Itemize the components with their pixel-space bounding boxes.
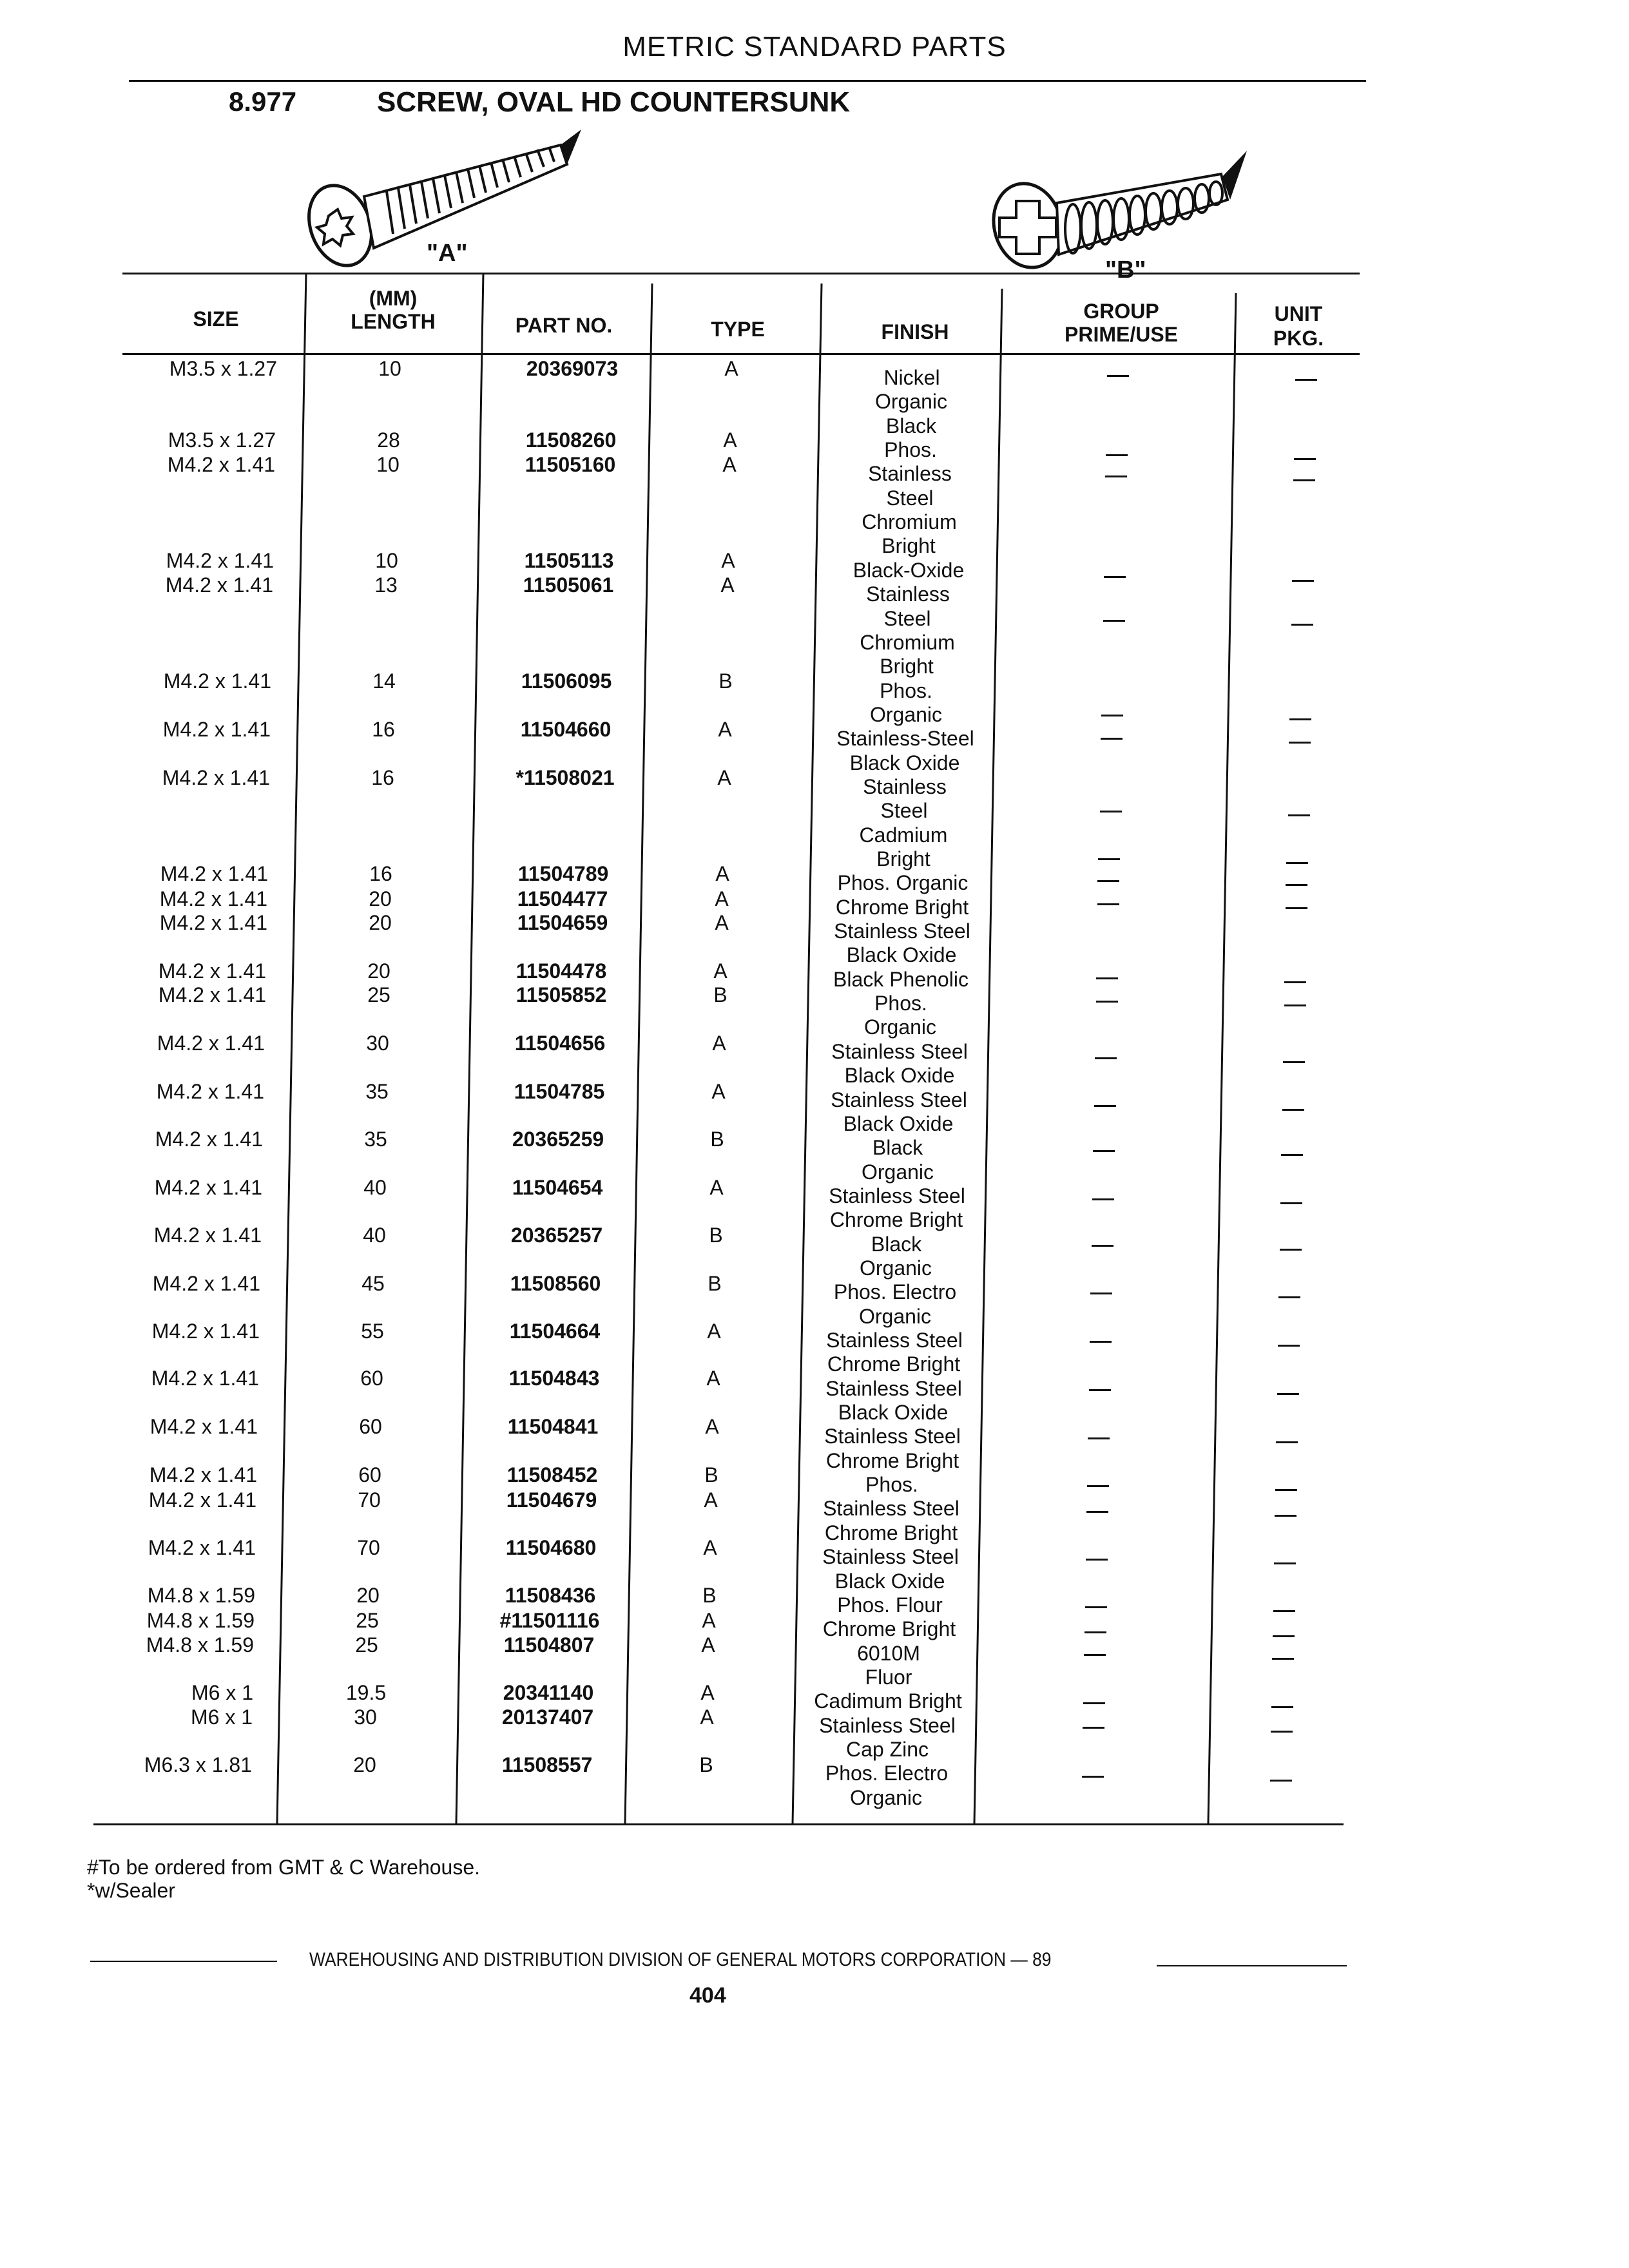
cell-finish-line: Black Oxide (838, 1401, 949, 1425)
cell-finish-line: Phos. Organic (837, 871, 969, 895)
cell-finish-line: Black (871, 1232, 922, 1256)
cell-part-no: #11501116 (499, 1609, 600, 1632)
cell-type: A (722, 453, 737, 476)
cell-size: M3.5 x 1.27 (169, 357, 277, 380)
unit-dash (1273, 1635, 1295, 1637)
cell-type: A (700, 1706, 714, 1729)
cell-finish-line: Stainless Steel (829, 1184, 965, 1207)
cell-length: 25 (355, 1633, 378, 1657)
cell-size: M4.8 x 1.59 (147, 1584, 255, 1607)
group-dash (1090, 1293, 1112, 1294)
cell-type: A (724, 357, 738, 380)
cell-length: 60 (358, 1463, 381, 1486)
cell-size: M4.2 x 1.41 (162, 766, 270, 789)
cell-size: M4.2 x 1.41 (166, 549, 274, 572)
cell-type: B (702, 1584, 717, 1607)
group-dash (1094, 1105, 1116, 1107)
cell-finish-line: Phos. (880, 678, 932, 702)
unit-dash (1275, 1515, 1296, 1517)
cell-finish-line: Bright (882, 534, 936, 558)
cell-size: M4.2 x 1.41 (160, 862, 268, 885)
cell-length: 14 (372, 669, 396, 693)
cell-length: 10 (375, 549, 398, 572)
header-unit: UNIT (1274, 302, 1323, 325)
cell-finish-line: Chromium (860, 630, 955, 654)
cell-finish-line: Black (885, 414, 937, 437)
cell-length: 20 (367, 959, 390, 983)
cell-type: B (713, 983, 728, 1006)
cell-type: A (718, 718, 732, 741)
group-dash (1084, 1654, 1106, 1656)
cell-finish-line: Cadmium (859, 823, 948, 847)
unit-dash (1283, 1061, 1305, 1063)
header-prime-use: PRIME/USE (1064, 323, 1179, 346)
cell-length: 20 (369, 887, 392, 910)
cell-part-no: 11505061 (523, 573, 614, 597)
cell-finish-line: Stainless Steel (824, 1425, 961, 1448)
cell-finish-line: Fluor (865, 1665, 912, 1689)
cell-length: 16 (372, 718, 395, 741)
cell-part-no: *11508021 (516, 766, 615, 789)
cell-finish-line: Steel (886, 486, 934, 510)
figure-a-label: "A" (427, 240, 468, 267)
unit-dash (1277, 1393, 1299, 1395)
group-dash (1084, 1631, 1106, 1633)
cell-type: A (715, 911, 729, 934)
footnote-hash: #To be ordered from GMT & C Warehouse. (87, 1856, 481, 1879)
footer-text: WAREHOUSING AND DISTRIBUTION DIVISION OF GENERAL MOTORS CORPORATION — 89 (309, 1949, 1052, 1970)
cell-size: M4.2 x 1.41 (158, 983, 266, 1006)
cell-finish-line: Chrome Bright (835, 895, 969, 919)
header-length: LENGTH (351, 310, 436, 333)
cell-length: 16 (369, 862, 392, 885)
cell-part-no: 11508557 (501, 1753, 593, 1776)
group-dash (1086, 1559, 1108, 1561)
group-dash (1101, 738, 1123, 740)
cell-finish-line: 6010M (857, 1641, 920, 1665)
cell-finish-line: Black Oxide (844, 1064, 955, 1088)
cell-type: A (713, 959, 728, 983)
cell-finish-line: Black Oxide (843, 1111, 954, 1135)
cell-length: 40 (363, 1224, 386, 1247)
unit-dash (1278, 1296, 1300, 1298)
group-dash (1086, 1511, 1108, 1513)
cell-size: M6 x 1 (191, 1681, 253, 1704)
group-dash (1096, 977, 1118, 979)
cell-size: M4.2 x 1.41 (157, 1032, 265, 1055)
cell-part-no: 11504807 (503, 1633, 595, 1657)
cell-type: A (703, 1536, 717, 1559)
cell-size: M4.2 x 1.41 (149, 1463, 257, 1486)
cell-type: A (723, 428, 737, 452)
group-dash (1100, 811, 1122, 812)
cell-part-no: 11504680 (505, 1536, 597, 1559)
cell-length: 16 (371, 766, 394, 789)
page-title: METRIC STANDARD PARTS (622, 31, 1007, 62)
unit-dash (1284, 981, 1306, 983)
cell-part-no: 11504654 (512, 1176, 603, 1199)
cell-finish-line: Phos. Electro (833, 1280, 957, 1304)
unit-dash (1272, 1658, 1294, 1660)
cell-size: M4.2 x 1.41 (149, 1415, 258, 1438)
unit-dash (1271, 1706, 1293, 1708)
cell-length: 70 (357, 1536, 380, 1559)
cell-length: 20 (353, 1753, 376, 1776)
footnote-star: *w/Sealer (87, 1879, 175, 1902)
group-dash (1089, 1389, 1111, 1391)
header-type: TYPE (711, 318, 765, 341)
cell-size: M4.2 x 1.41 (156, 1080, 264, 1103)
cell-size: M4.2 x 1.41 (158, 959, 266, 983)
unit-dash (1280, 1249, 1302, 1251)
cell-type: A (707, 1320, 721, 1343)
section-title: SCREW, OVAL HD COUNTERSUNK (377, 86, 851, 118)
cell-length: 25 (367, 983, 390, 1006)
cell-length: 40 (363, 1176, 387, 1199)
cell-length: 60 (359, 1415, 382, 1438)
cell-finish-line: Chromium (862, 510, 957, 534)
cell-type: B (708, 1272, 722, 1295)
group-dash (1085, 1606, 1107, 1608)
cell-finish-line: Stainless Steel (831, 1039, 968, 1063)
cell-finish-line: Phos. (874, 992, 927, 1015)
cell-length: 30 (354, 1706, 377, 1729)
unit-dash (1289, 718, 1311, 720)
cell-finish-line: Stainless Steel (826, 1329, 963, 1352)
cell-part-no: 11505160 (525, 453, 616, 476)
cell-size: M4.2 x 1.41 (148, 1488, 256, 1512)
group-dash (1098, 858, 1120, 860)
cell-finish-line: Bright (880, 655, 934, 678)
group-dash (1087, 1485, 1109, 1487)
cell-part-no: 11508452 (506, 1463, 598, 1486)
unit-dash (1286, 907, 1307, 909)
cell-type: A (712, 1032, 726, 1055)
cell-finish-line: Chrome Bright (827, 1352, 961, 1376)
cell-size: M4.2 x 1.41 (165, 573, 273, 597)
cell-finish-line: Stainless Steel (831, 1088, 967, 1111)
group-dash (1083, 1702, 1105, 1704)
group-dash (1103, 620, 1125, 622)
unit-dash (1280, 1202, 1302, 1204)
cell-finish-line: Stainless (866, 582, 950, 606)
cell-type: A (717, 766, 731, 789)
cell-part-no: 11504789 (517, 862, 609, 885)
unit-dash (1294, 458, 1316, 460)
cell-finish-line: Stainless-Steel (836, 727, 974, 751)
cell-part-no: 11504660 (520, 718, 612, 741)
cell-finish-line: Black (872, 1136, 923, 1160)
cell-size: M4.2 x 1.41 (163, 669, 271, 693)
cell-type: A (701, 1633, 715, 1657)
unit-dash (1282, 1109, 1304, 1111)
cell-size: M4.2 x 1.41 (159, 911, 267, 934)
group-dash (1082, 1776, 1104, 1778)
cell-finish-line: Stainless (863, 774, 947, 798)
unit-dash (1278, 1345, 1300, 1347)
cell-length: 10 (376, 453, 400, 476)
cell-size: M4.2 x 1.41 (153, 1224, 262, 1247)
cell-size: M3.5 x 1.27 (168, 428, 276, 452)
unit-dash (1295, 379, 1317, 381)
cell-size: M4.2 x 1.41 (148, 1536, 256, 1559)
cell-type: A (700, 1681, 715, 1704)
cell-type: A (705, 1415, 719, 1438)
cell-type: A (715, 862, 729, 885)
header-group: GROUP (1083, 300, 1159, 323)
unit-dash (1281, 1154, 1303, 1156)
cell-finish-line: Steel (880, 799, 928, 823)
unit-dash (1270, 1780, 1292, 1782)
cell-type: A (709, 1176, 724, 1199)
cell-size: M6 x 1 (190, 1706, 253, 1729)
cell-part-no: 11508560 (510, 1272, 601, 1295)
header-finish: FINISH (881, 320, 949, 343)
group-dash (1095, 1057, 1117, 1059)
unit-dash (1284, 1004, 1306, 1006)
cell-finish-line: Organic (869, 702, 943, 726)
cell-length: 55 (361, 1320, 384, 1343)
cell-finish-line: Bright (876, 847, 930, 870)
cell-part-no: 11504843 (508, 1367, 600, 1390)
cell-finish-line: Stainless Steel (819, 1713, 956, 1737)
group-dash (1097, 880, 1119, 882)
cell-finish-line: Organic (859, 1256, 932, 1280)
cell-type: A (702, 1609, 716, 1632)
unit-dash (1286, 884, 1307, 886)
cell-part-no: 11506095 (521, 669, 612, 693)
cell-size: M4.2 x 1.41 (159, 887, 267, 910)
footer-rule-right (1157, 1965, 1347, 1966)
cell-part-no: 11504477 (517, 887, 608, 910)
cell-part-no: 11504659 (517, 911, 608, 934)
unit-dash (1274, 1562, 1296, 1564)
cell-length: 70 (358, 1488, 381, 1512)
cell-type: B (709, 1224, 723, 1247)
group-dash (1083, 1727, 1104, 1729)
cell-finish-line: Stainless Steel (825, 1376, 962, 1400)
cell-length: 30 (366, 1032, 389, 1055)
cell-type: A (704, 1488, 718, 1512)
group-dash (1090, 1341, 1112, 1343)
group-dash (1092, 1198, 1114, 1200)
cell-type: A (721, 549, 735, 572)
cell-length: 28 (377, 428, 400, 452)
cell-finish-line: Black Oxide (846, 943, 957, 967)
group-dash (1101, 715, 1123, 716)
cell-part-no: 20369073 (526, 357, 619, 380)
cell-length: 20 (369, 911, 392, 934)
section-number: 8.977 (229, 86, 297, 117)
cell-size: M6.3 x 1.81 (144, 1753, 252, 1776)
cell-finish-line: Stainless Steel (834, 919, 970, 943)
cell-finish-line: Cap Zinc (845, 1737, 929, 1761)
cell-type: A (720, 573, 735, 597)
cell-type: B (718, 669, 733, 693)
cell-size: M4.2 x 1.41 (155, 1128, 263, 1151)
cell-finish-line: Organic (849, 1785, 923, 1809)
cell-finish-line: Stainless Steel (823, 1497, 959, 1521)
cell-length: 10 (378, 357, 401, 380)
cell-part-no: 20365257 (510, 1224, 603, 1247)
cell-finish-line: Cadimum Bright (814, 1689, 962, 1713)
cell-length: 20 (356, 1584, 380, 1607)
cell-finish-line: Black Oxide (849, 751, 960, 774)
header-pkg: PKG. (1273, 327, 1324, 350)
cell-part-no: 11504664 (509, 1320, 601, 1343)
cell-type: A (711, 1080, 726, 1103)
page-number: 404 (689, 1983, 726, 2008)
cell-part-no: 11508260 (525, 428, 617, 452)
unit-dash (1291, 624, 1313, 626)
cell-part-no: 11504478 (516, 959, 607, 983)
cell-finish-line: Phos. Flour (837, 1593, 943, 1617)
cell-part-no: 11508436 (505, 1584, 596, 1607)
unit-dash (1275, 1489, 1297, 1491)
group-dash (1093, 1150, 1115, 1152)
cell-size: M4.2 x 1.41 (162, 718, 271, 741)
group-dash (1107, 375, 1129, 377)
group-dash (1088, 1437, 1110, 1439)
unit-dash (1293, 479, 1315, 481)
cell-part-no: 11504656 (514, 1032, 606, 1055)
cell-finish-line: Organic (861, 1160, 934, 1184)
cell-length: 60 (360, 1367, 383, 1390)
footer-rule-left (90, 1961, 277, 1962)
unit-dash (1289, 742, 1311, 744)
header-length-unit: (MM) (369, 287, 418, 310)
unit-dash (1273, 1610, 1295, 1612)
group-dash (1105, 476, 1127, 477)
cell-finish-line: Phos. (865, 1473, 918, 1497)
header-part-no: PART NO. (515, 314, 613, 337)
cell-finish-line: Black-Oxide (853, 558, 965, 582)
cell-finish-line: Phos. (884, 438, 937, 462)
cell-part-no: 20137407 (501, 1706, 594, 1729)
cell-size: M4.2 x 1.41 (167, 453, 275, 476)
cell-type: B (704, 1463, 718, 1486)
group-dash (1092, 1245, 1113, 1247)
unit-dash (1286, 862, 1308, 864)
cell-finish-line: Organic (874, 390, 948, 414)
cell-finish-line: Organic (858, 1304, 932, 1328)
unit-dash (1292, 580, 1314, 582)
cell-finish-line: Chrome Bright (824, 1521, 958, 1544)
cell-part-no: 11504841 (507, 1415, 599, 1438)
cell-finish-line: Chrome Bright (825, 1448, 959, 1472)
cell-part-no: 20365259 (512, 1128, 604, 1151)
cell-finish-line: Chrome Bright (822, 1617, 956, 1641)
cell-length: 25 (356, 1609, 379, 1632)
cell-finish-line: Chrome Bright (829, 1208, 963, 1232)
cell-type: A (706, 1367, 720, 1390)
cell-finish-line: Nickel (883, 366, 940, 389)
group-dash (1097, 903, 1119, 905)
unit-dash (1276, 1441, 1298, 1443)
cell-size: M4.2 x 1.41 (152, 1272, 260, 1295)
cell-type: B (699, 1753, 713, 1776)
cell-finish-line: Organic (863, 1015, 937, 1039)
cell-part-no: 11505113 (524, 549, 614, 572)
cell-part-no: 20341140 (503, 1681, 594, 1704)
cell-length: 13 (374, 573, 398, 597)
cell-type: B (710, 1128, 724, 1151)
cell-length: 19.5 (345, 1681, 387, 1704)
group-dash (1104, 576, 1126, 578)
cell-length: 35 (365, 1080, 389, 1103)
group-dash (1106, 454, 1128, 456)
figure-b-label: "B" (1105, 256, 1146, 284)
cell-part-no: 11504679 (506, 1488, 597, 1512)
cell-size: M4.2 x 1.41 (151, 1320, 260, 1343)
cell-size: M4.2 x 1.41 (154, 1176, 262, 1199)
cell-finish-line: Stainless Steel (822, 1545, 959, 1569)
cell-length: 45 (361, 1272, 385, 1295)
cell-finish-line: Steel (883, 606, 931, 630)
cell-size: M4.8 x 1.59 (146, 1609, 255, 1632)
header-size: SIZE (193, 307, 239, 331)
cell-finish-line: Black Oxide (834, 1569, 945, 1593)
cell-finish-line: Black Phenolic (833, 967, 969, 991)
group-dash (1096, 1001, 1118, 1003)
cell-size: M4.2 x 1.41 (151, 1367, 259, 1390)
cell-size: M4.8 x 1.59 (146, 1633, 254, 1657)
cell-type: A (715, 887, 729, 910)
cell-length: 35 (364, 1128, 387, 1151)
cell-finish-line: Stainless (868, 462, 952, 486)
cell-part-no: 11505852 (516, 983, 607, 1006)
unit-dash (1288, 814, 1310, 816)
cell-part-no: 11504785 (514, 1080, 605, 1103)
unit-dash (1271, 1731, 1293, 1733)
cell-finish-line: Phos. Electro (825, 1762, 949, 1785)
